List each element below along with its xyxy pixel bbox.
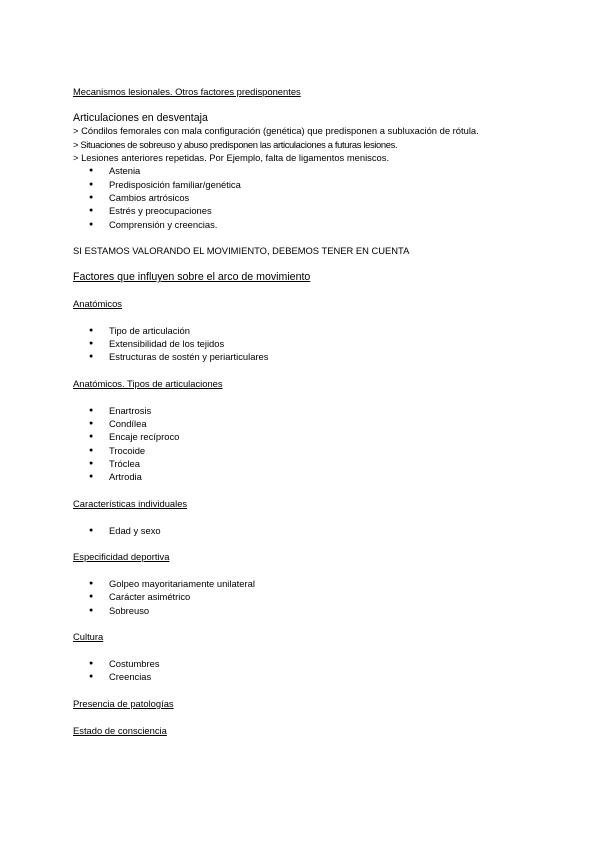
heading-patologias: Presencia de patologías: [73, 698, 174, 709]
subheading-articulaciones: Articulaciones en desventaja: [73, 112, 208, 124]
list-item: Encaje recíproco: [109, 431, 180, 442]
caps-line: SI ESTAMOS VALORANDO EL MOVIMIENTO, DEBEMOS TENER EN CUENTA: [73, 245, 410, 256]
bullet-icon: ●: [89, 527, 94, 534]
bullet-icon: ●: [89, 580, 94, 587]
list-item: Tróclea: [109, 458, 140, 469]
list-item: Sobreuso: [109, 605, 150, 616]
bullet-icon: ●: [89, 407, 94, 414]
bullet-icon: ●: [89, 607, 94, 614]
section-title-anatomicos: Anatómicos: [73, 298, 122, 309]
list-item: Carácter asimétrico: [109, 591, 191, 602]
bullet-icon: ●: [89, 221, 94, 228]
bullet-icon: ●: [89, 447, 94, 454]
bullet-icon: ●: [89, 353, 94, 360]
text-line: > Lesiones anteriores repetidas. Por Ejemplo, falta de ligamentos meniscos.: [73, 152, 390, 163]
section-title-cultura: Cultura: [73, 631, 104, 642]
heading-factores: Factores que influyen sobre el arco de movimiento: [73, 271, 311, 283]
list-item: Golpeo mayoritariamente unilateral: [109, 578, 255, 589]
text-line: > Situaciones de sobreuso y abuso predisponen las articulaciones a futuras lesiones.: [73, 139, 398, 150]
list-item: Estrés y preocupaciones: [109, 205, 212, 216]
list-item: Tipo de articulación: [109, 325, 190, 336]
list-item: Trocoide: [109, 445, 146, 456]
heading-mecanismos: Mecanismos lesionales. Otros factores predisponentes: [73, 86, 301, 97]
bullet-icon: ●: [89, 473, 94, 480]
bullet-icon: ●: [89, 194, 94, 201]
text-line: > Cóndilos femorales con mala configuración (genética) que predisponen a subluxación de rótula.: [73, 125, 479, 136]
bullet-icon: ●: [89, 420, 94, 427]
list-item: Estructuras de sostén y periarticulares: [109, 351, 269, 362]
section-title-tipos: Anatómicos. Tipos de articulaciones: [73, 378, 223, 389]
list-item: Creencias: [109, 671, 152, 682]
list-item: Astenia: [109, 165, 141, 176]
list-item: Condílea: [109, 418, 147, 429]
bullet-icon: ●: [89, 433, 94, 440]
bullet-icon: ●: [89, 340, 94, 347]
list-item: Extensibilidad de los tejidos: [109, 338, 225, 349]
list-item: Costumbres: [109, 658, 160, 669]
list-item: Comprensión y creencias.: [109, 219, 218, 230]
list-item: Predisposición familiar/genética: [109, 179, 241, 190]
bullet-icon: ●: [89, 207, 94, 214]
section-title-deportiva: Especificidad deportiva: [73, 551, 170, 562]
bullet-icon: ●: [89, 167, 94, 174]
list-item: Edad y sexo: [109, 525, 161, 536]
bullet-icon: ●: [89, 327, 94, 334]
list-item: Enartrosis: [109, 405, 152, 416]
bullet-icon: ●: [89, 181, 94, 188]
heading-consciencia: Estado de consciencia: [73, 725, 167, 736]
list-item: Artrodia: [109, 471, 142, 482]
bullet-icon: ●: [89, 460, 94, 467]
bullet-icon: ●: [89, 660, 94, 667]
bullet-icon: ●: [89, 673, 94, 680]
section-title-individuales: Características individuales: [73, 498, 188, 509]
list-item: Cambios artrósicos: [109, 192, 190, 203]
bullet-icon: ●: [89, 593, 94, 600]
